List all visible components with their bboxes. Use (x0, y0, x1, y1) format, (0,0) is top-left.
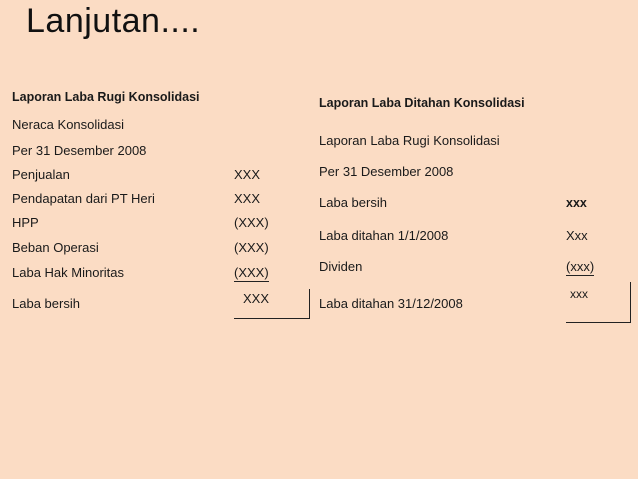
left-row-value: (XXX) (234, 215, 269, 230)
left-row-label: Beban Operasi (12, 240, 99, 255)
right-total-label: Laba ditahan 31/12/2008 (319, 296, 463, 311)
left-row-label: Pendapatan dari PT Heri (12, 191, 155, 206)
right-row-label: Dividen (319, 259, 363, 274)
left-total-value: XXX (243, 291, 270, 306)
right-row-label: Laba ditahan 1/1/2008 (319, 228, 449, 243)
right-row-value: (xxx) (566, 259, 595, 274)
right-row-label: Laba bersih (319, 195, 387, 210)
total-box-bottom-border (234, 318, 310, 319)
left-row-value: (XXX) (234, 240, 269, 255)
left-heading: Laporan Laba Rugi Konsolidasi (12, 90, 200, 104)
right-row-value: Xxx (566, 228, 588, 243)
total-box-right-border (630, 282, 631, 323)
left-row-label: HPP (12, 215, 39, 230)
left-row-label: Laba Hak Minoritas (12, 265, 124, 280)
slide-title: Lanjutan.... (26, 2, 201, 40)
total-box-right-border (309, 289, 310, 319)
right-total-value: xxx (570, 287, 588, 301)
left-total-label: Laba bersih (12, 296, 80, 311)
right-subtitle-1: Laporan Laba Rugi Konsolidasi (319, 133, 500, 148)
right-heading: Laporan Laba Ditahan Konsolidasi (319, 96, 525, 110)
left-row-label: Penjualan (12, 167, 70, 182)
right-row-value: xxx (566, 196, 587, 210)
left-row-value: XXX (234, 191, 261, 206)
left-row-value: XXX (234, 167, 261, 182)
total-box-bottom-border (566, 322, 631, 323)
left-row-value: (XXX) (234, 265, 269, 280)
left-subtitle-1: Neraca Konsolidasi (12, 117, 125, 132)
right-subtitle-2: Per 31 Desember 2008 (319, 164, 454, 179)
left-subtitle-2: Per 31 Desember 2008 (12, 143, 147, 158)
